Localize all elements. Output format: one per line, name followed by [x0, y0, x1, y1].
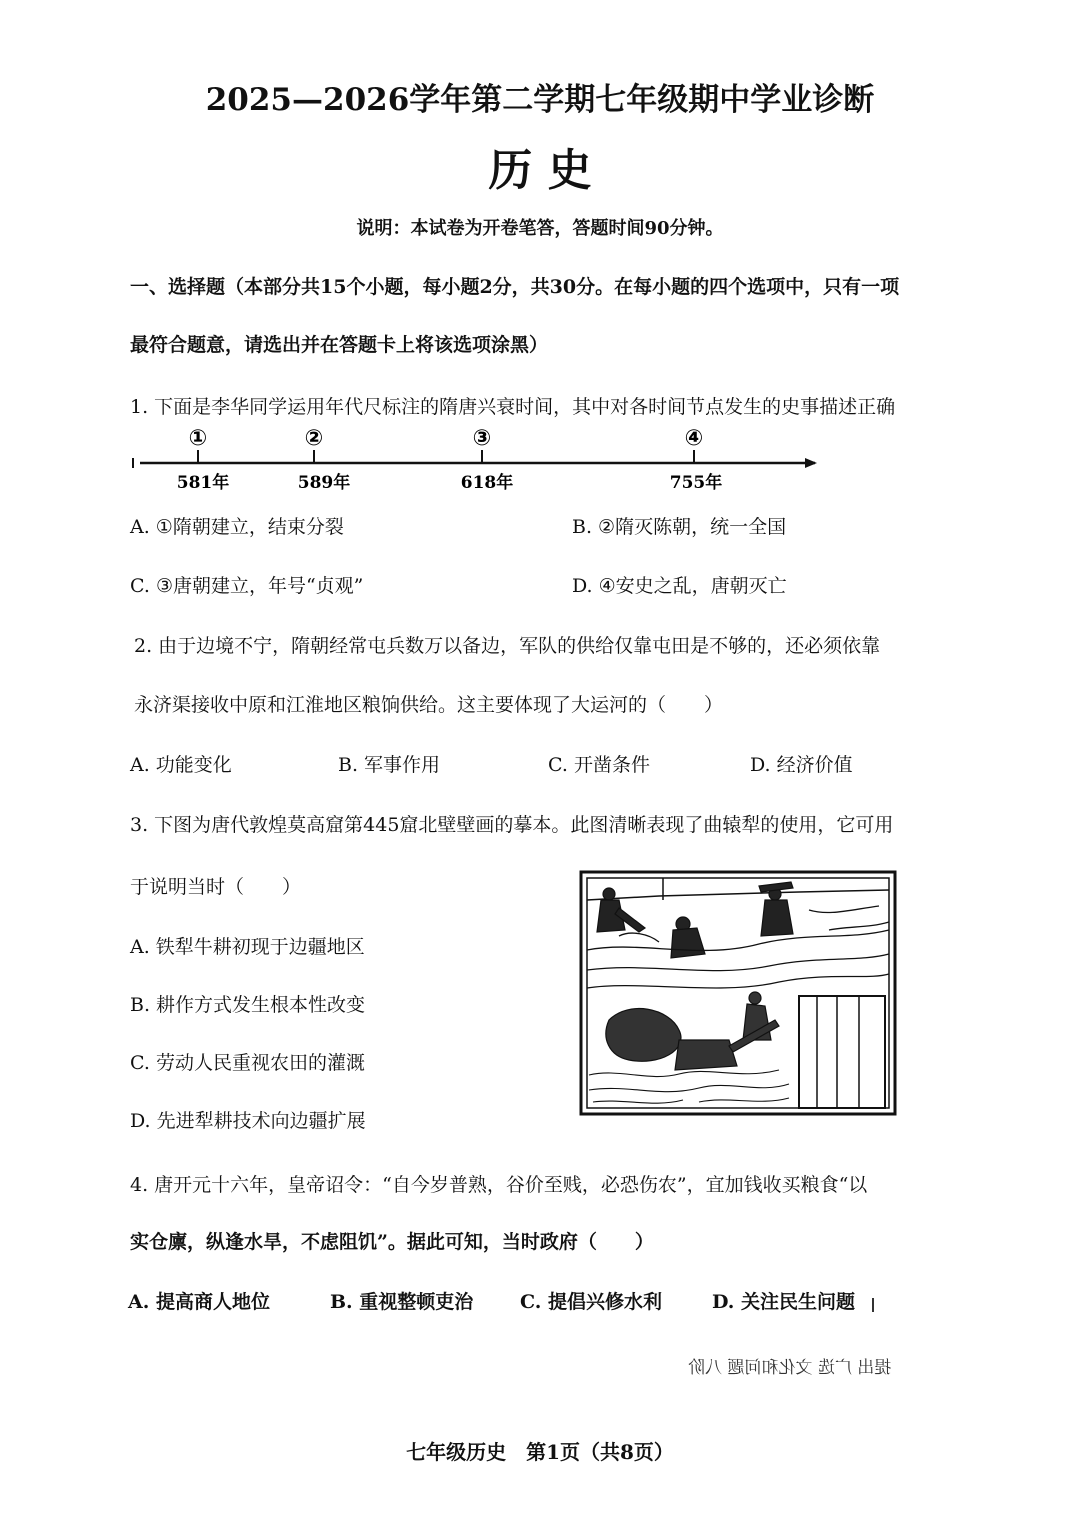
dunhuang-mural-image	[579, 870, 897, 1116]
timeline-svg	[125, 420, 845, 500]
timeline-marker-2: ②	[304, 426, 324, 451]
page-footer: 七年级历史 第1页（共8页）	[406, 1440, 674, 1464]
timeline-arrow	[805, 458, 817, 468]
q3-option-c: C. 劳动人民重视农田的灌溉	[130, 1052, 365, 1074]
q3-stem-line1: 3. 下图为唐代敦煌莫高窟第445窟北壁壁画的摹本。此图清晰表现了曲辕犁的使用，它可用	[130, 814, 894, 836]
q1-stem: 1. 下面是李华同学运用年代尺标注的隋唐兴衰时间，其中对各时间节点发生的史事描述正确	[130, 396, 896, 418]
q4-stem-line1: 4. 唐开元十六年，皇帝诏令：“自今岁普熟，谷价至贱，必恐伤农”，宜加钱收买粮食“以	[130, 1174, 868, 1196]
timeline-year-3: 618年	[460, 473, 514, 493]
q1-timeline	[125, 420, 845, 500]
q2-option-b: B. 军事作用	[338, 754, 441, 776]
q4-option-d: D. 关注民生问题	[712, 1291, 856, 1313]
timeline-marker-3: ③	[472, 426, 492, 451]
q4-option-b: B. 重视整顿吏治	[330, 1291, 474, 1313]
q2-option-d: D. 经济价值	[750, 754, 853, 776]
q3-option-d: D. 先进犁耕技术向边疆扩展	[130, 1110, 366, 1132]
q2-stem-line1: 2. 由于边境不宁，隋朝经常屯兵数万以备边，军队的供给仅靠屯田是不够的，还必须依靠	[134, 635, 881, 657]
q1-option-a: A. ①隋朝建立，结束分裂	[130, 516, 344, 538]
q1-option-b: B. ②隋灭陈朝，统一全国	[572, 516, 787, 538]
q4-stem-line2: 实仓廪，纵逢水旱，不虑阻饥”。据此可知，当时政府（ ）	[130, 1231, 654, 1253]
timeline-marker-4: ④	[684, 426, 704, 451]
bleed-through-text: 提出 广选 文化和问题 八阶	[688, 1358, 892, 1378]
timeline-year-4: 755年	[669, 473, 723, 493]
subject-title: 历 史	[488, 145, 592, 196]
q4-option-c: C. 提倡兴修水利	[520, 1291, 663, 1313]
section-heading-line1: 一、选择题（本部分共15个小题，每小题2分，共30分。在每小题的四个选项中，只有一项	[130, 276, 900, 298]
q4-option-a: A. 提高商人地位	[128, 1291, 270, 1313]
q2-option-a: A. 功能变化	[130, 754, 232, 776]
q1-option-c: C. ③唐朝建立，年号“贞观”	[130, 575, 364, 597]
section-heading-line2: 最符合题意，请选出并在答题卡上将该选项涂黑）	[130, 334, 549, 356]
exam-note: 说明：本试卷为开卷笔答，答题时间90分钟。	[356, 218, 724, 239]
q2-stem-line2: 永济渠接收中原和江淮地区粮饷供给。这主要体现了大运河的（ ）	[134, 694, 724, 716]
q3-stem-line2: 于说明当时（ ）	[130, 876, 302, 898]
q3-option-a: A. 铁犁牛耕初现于边疆地区	[130, 936, 365, 958]
timeline-year-2: 589年	[297, 473, 351, 493]
exam-title: 2025—2026学年第二学期七年级期中学业诊断	[205, 82, 875, 118]
timeline-year-1: 581年	[176, 473, 230, 493]
stray-mark	[872, 1298, 874, 1312]
timeline-marker-1: ①	[188, 426, 208, 451]
q1-option-d: D. ④安史之乱，唐朝灭亡	[572, 575, 787, 597]
mural-drawing	[579, 870, 897, 1116]
q3-option-b: B. 耕作方式发生根本性改变	[130, 994, 366, 1016]
q2-option-c: C. 开凿条件	[548, 754, 650, 776]
